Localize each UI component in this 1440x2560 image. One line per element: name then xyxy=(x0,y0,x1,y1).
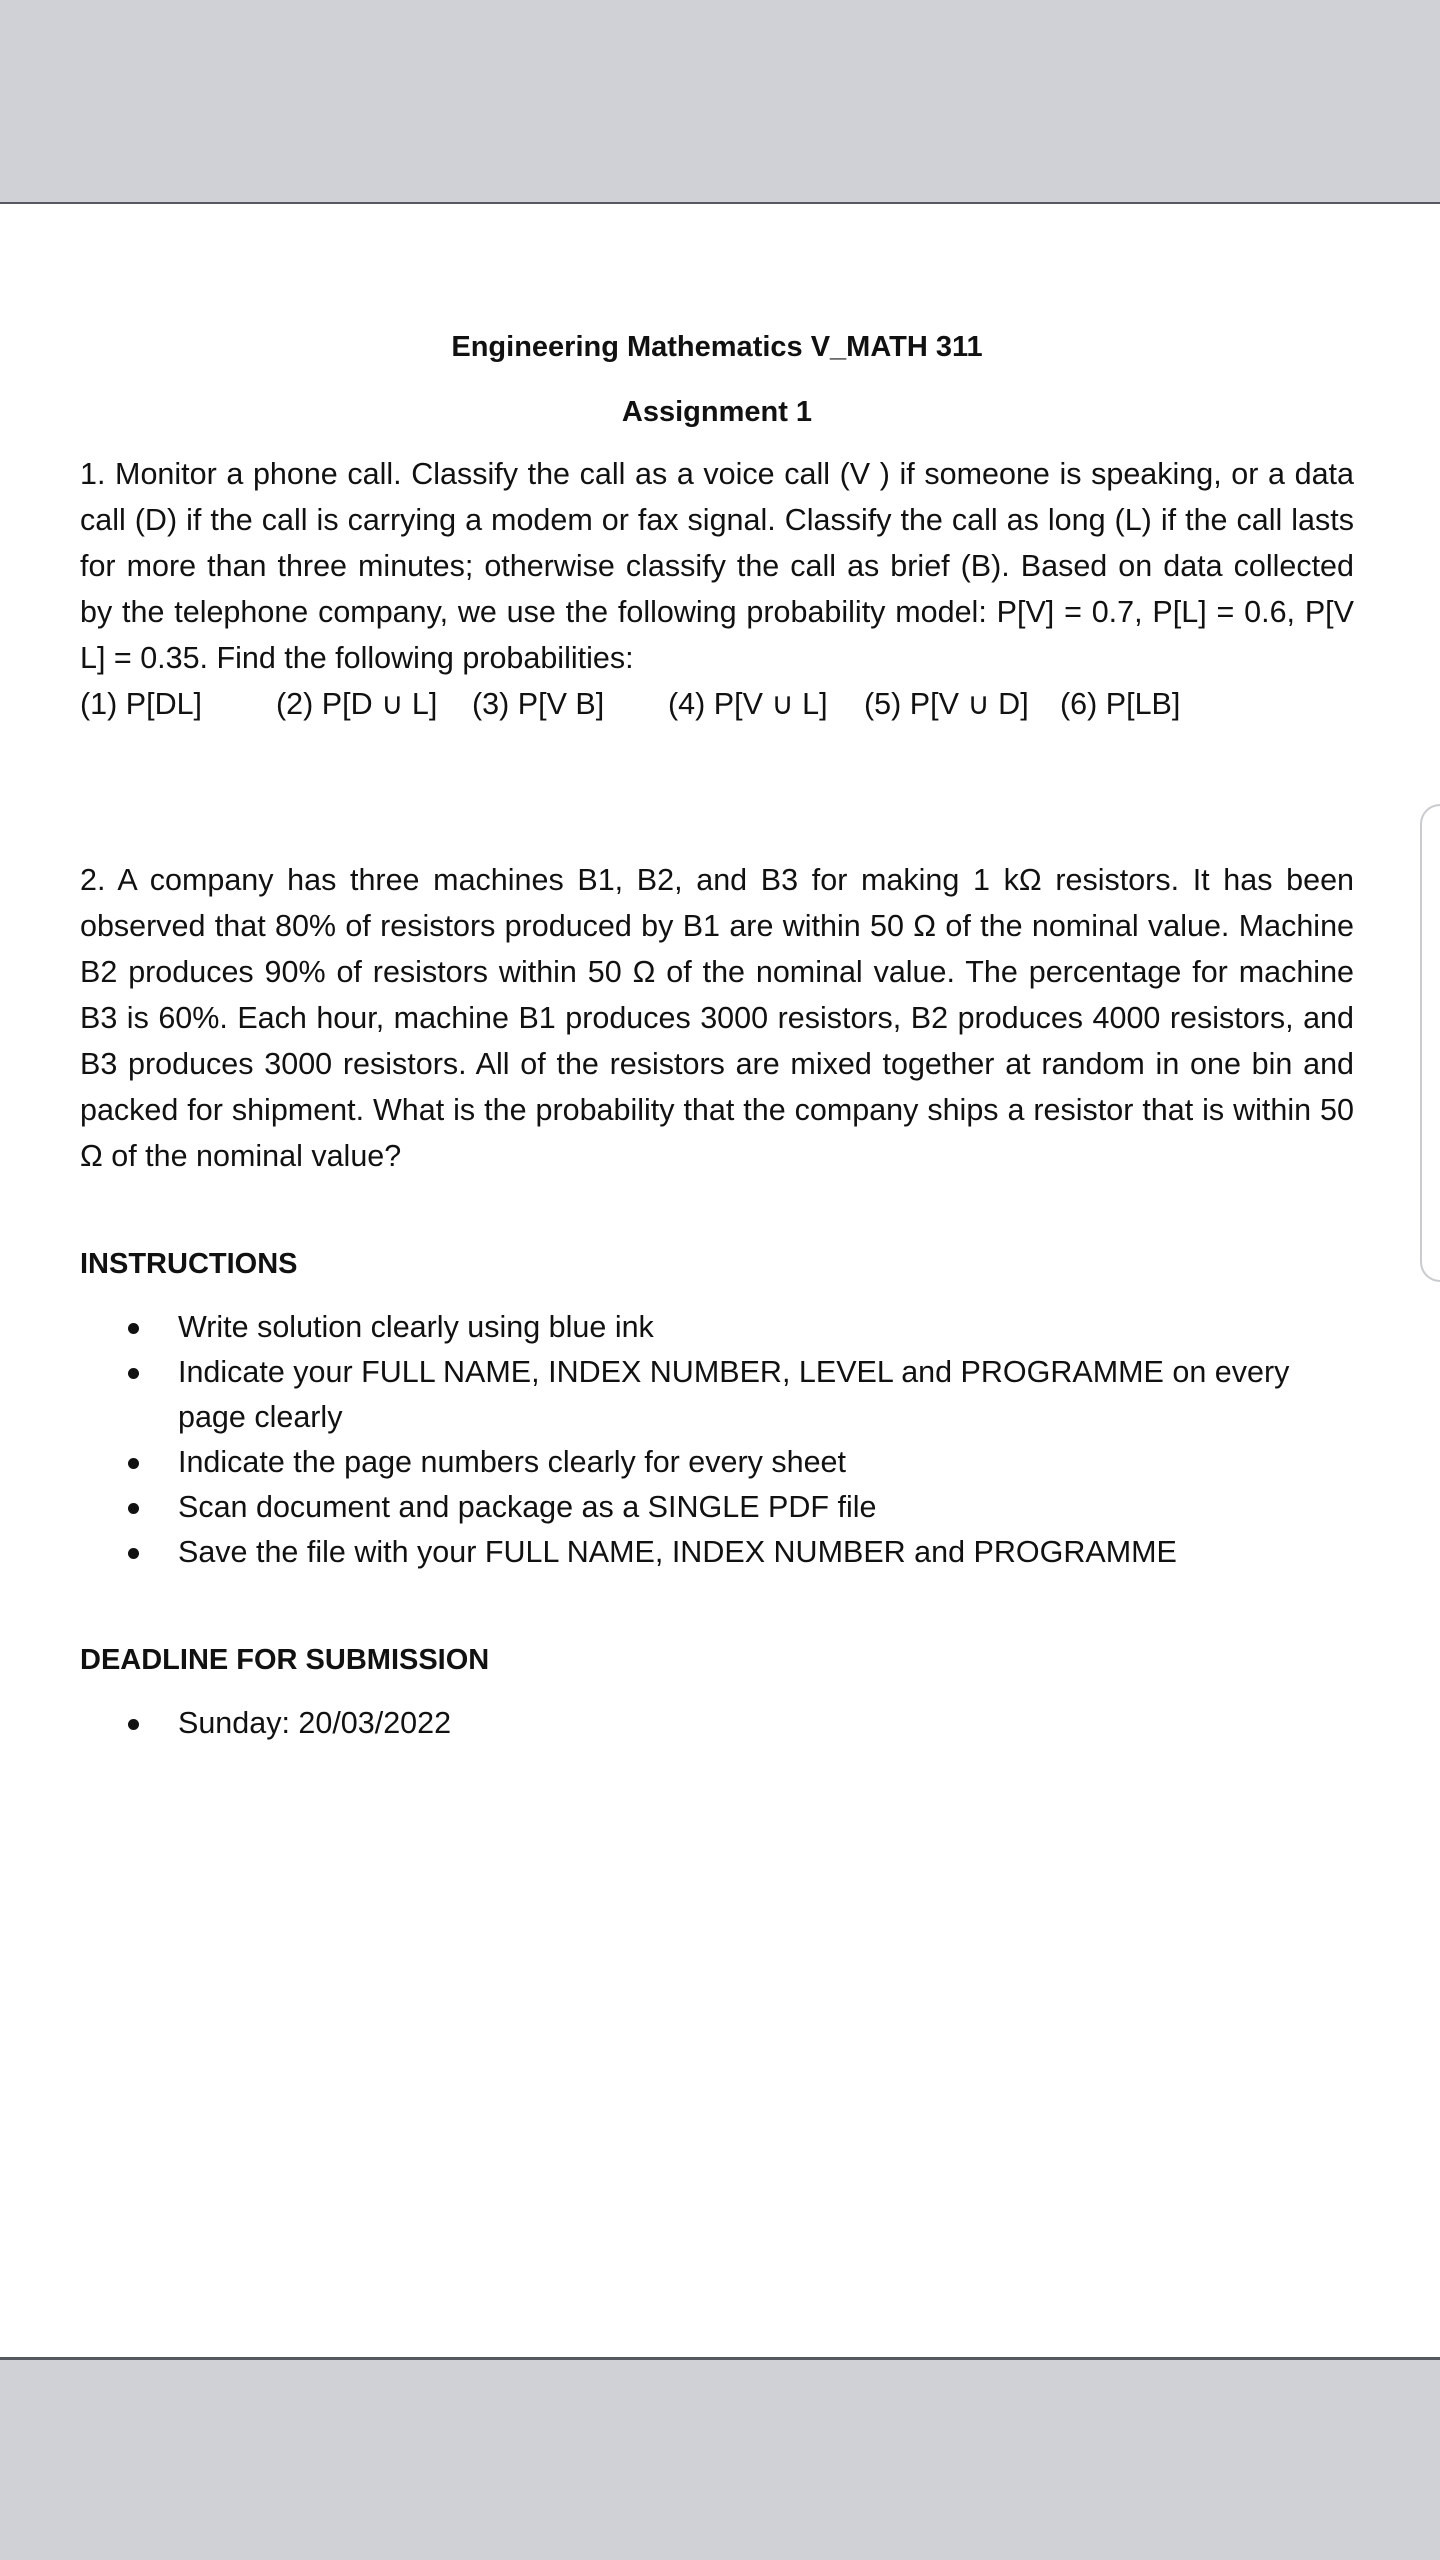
list-item xyxy=(80,1701,1354,1746)
bullet-icon xyxy=(128,1323,139,1334)
list-item xyxy=(80,1440,1354,1485)
list-item xyxy=(80,1305,1354,1350)
list-item-text: Scan document and package as a SINGLE PDF file xyxy=(178,1490,877,1524)
list-item-text: Indicate the page numbers clearly for every sheet xyxy=(178,1445,846,1479)
bullet-icon xyxy=(128,1548,139,1559)
deadline-list xyxy=(80,1701,1354,1746)
bullet-icon xyxy=(128,1503,139,1514)
page-content xyxy=(80,324,1354,1746)
list-item xyxy=(80,1530,1354,1575)
question-1-part: (5) P[V ∪ D] xyxy=(864,687,1029,721)
scroll-handle[interactable] xyxy=(1420,804,1440,1282)
list-item-text: Write solution clearly using blue ink xyxy=(178,1310,654,1344)
document-title: Engineering Mathematics V_MATH 311 xyxy=(451,331,983,363)
instructions-list xyxy=(80,1305,1354,1575)
question-2-text: 2. A company has three machines B1, B2, and B3 for making 1 kΩ resistors. It has been observed that 80% of resistors produced by B1 are within 50 Ω of the nominal value. Machine B2 produces 90% of resistors within 50 Ω of the nominal value. The percentage for machine B3 is 60%. Each hour, machine B1 produces 3000 resistors, B2 produces 4000 resistors, and B3 produces 3000 resistors. All of the resistors are mixed together at random in one bin and packed for shipment. What is the probability that the company ships a resistor that is within 50 Ω of the nominal value? xyxy=(80,863,1354,1173)
bullet-icon xyxy=(128,1368,139,1379)
list-item-text: Indicate your FULL NAME, INDEX NUMBER, LEVEL and PROGRAMME on every page clearly xyxy=(178,1355,1290,1434)
question-1-text: 1. Monitor a phone call. Classify the call as a voice call (V ) if someone is speaking, or a data call (D) if the call is carrying a modem or fax signal. Classify the call as long (L) if the call lasts for more than three minutes; otherwise classify the call as brief (B). Based on data collected by the telephone company, we use the following probability model: P[V] = 0.7, P[L] = 0.6, P[V L] = 0.35. Find the following probabilities: xyxy=(80,457,1354,675)
question-1-part: (3) P[V B] xyxy=(472,687,605,721)
list-item-text: Save the file with your FULL NAME, INDEX NUMBER and PROGRAMME xyxy=(178,1535,1177,1569)
question-1-part: (4) P[V ∪ L] xyxy=(668,687,828,721)
bullet-icon xyxy=(128,1719,139,1730)
deadline-date: Sunday: 20/03/2022 xyxy=(178,1706,452,1740)
assignment-title: Assignment 1 xyxy=(621,396,813,428)
document-page[interactable] xyxy=(0,202,1440,2360)
question-1-part: (2) P[D ∪ L] xyxy=(276,687,438,721)
instructions-heading: INSTRUCTIONS xyxy=(80,1248,298,1280)
question-1-part: (6) P[LB] xyxy=(1060,687,1181,721)
list-item xyxy=(80,1485,1354,1530)
deadline-heading: DEADLINE FOR SUBMISSION xyxy=(80,1644,490,1676)
list-item xyxy=(80,1350,1354,1440)
question-1-parts xyxy=(80,681,1354,727)
bullet-icon xyxy=(128,1458,139,1469)
question-1-part: (1) P[DL] xyxy=(80,687,203,721)
